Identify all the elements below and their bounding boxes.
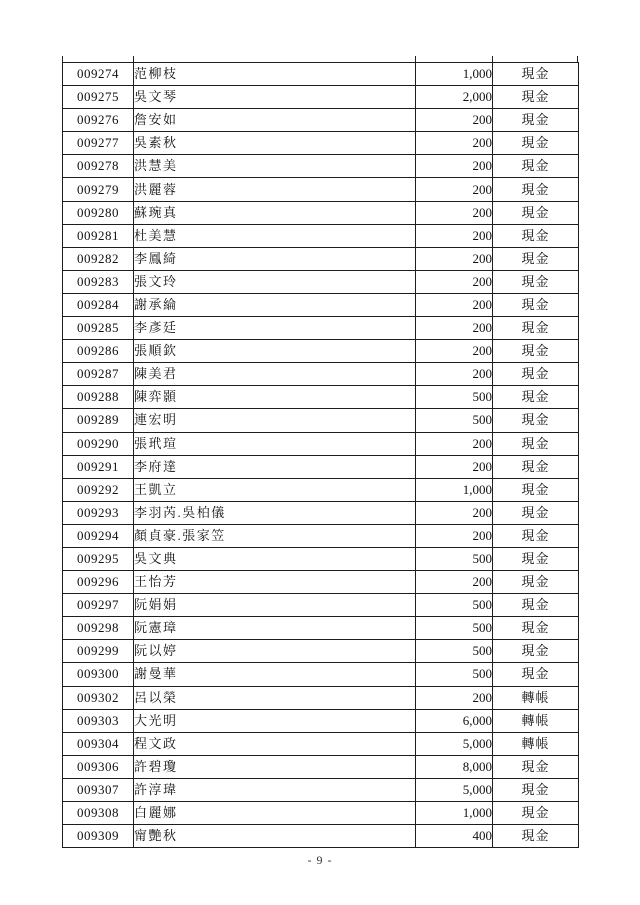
table-row — [63, 247, 579, 270]
row-id-cell: 009284 — [63, 293, 134, 316]
row-name-cell: 李鳳綺 — [134, 247, 416, 270]
row-name-cell: 陳弈顥 — [134, 386, 416, 409]
row-amount-cell: 400 — [416, 825, 493, 848]
row-method-cell: 現金 — [493, 617, 579, 640]
table-row — [63, 293, 579, 316]
table-row — [63, 109, 579, 132]
row-id-cell: 009290 — [63, 432, 134, 455]
table-row — [63, 432, 579, 455]
table-row — [63, 501, 579, 524]
row-amount-cell: 200 — [416, 247, 493, 270]
row-amount-cell: 200 — [416, 686, 493, 709]
row-amount-cell: 200 — [416, 340, 493, 363]
row-id-cell: 009285 — [63, 317, 134, 340]
row-amount-cell: 5,000 — [416, 732, 493, 755]
row-id-cell: 009278 — [63, 155, 134, 178]
row-method-cell: 現金 — [493, 86, 579, 109]
row-method-cell: 現金 — [493, 432, 579, 455]
row-id-cell: 009283 — [63, 270, 134, 293]
table-row — [63, 663, 579, 686]
row-method-cell: 現金 — [493, 455, 579, 478]
row-name-cell: 白麗娜 — [134, 802, 416, 825]
table-row — [63, 386, 579, 409]
row-id-cell: 009303 — [63, 709, 134, 732]
row-id-cell: 009296 — [63, 571, 134, 594]
row-id-cell: 009280 — [63, 201, 134, 224]
table-row — [63, 594, 579, 617]
row-name-cell: 王怡芳 — [134, 571, 416, 594]
row-name-cell: 謝曼華 — [134, 663, 416, 686]
page-number: - 9 - — [307, 853, 333, 867]
table-row — [63, 86, 579, 109]
row-name-cell: 連宏明 — [134, 409, 416, 432]
table-row — [63, 132, 579, 155]
row-name-cell: 大光明 — [134, 709, 416, 732]
row-amount-cell: 200 — [416, 155, 493, 178]
row-amount-cell: 500 — [416, 663, 493, 686]
row-name-cell: 謝承綸 — [134, 293, 416, 316]
table-row — [63, 686, 579, 709]
table-row — [63, 478, 579, 501]
row-name-cell: 吳文琴 — [134, 86, 416, 109]
row-method-cell: 現金 — [493, 501, 579, 524]
row-method-cell: 現金 — [493, 778, 579, 801]
row-amount-cell: 500 — [416, 409, 493, 432]
row-name-cell: 詹安如 — [134, 109, 416, 132]
row-name-cell: 甯艷秋 — [134, 825, 416, 848]
row-amount-cell: 200 — [416, 132, 493, 155]
row-amount-cell: 8,000 — [416, 755, 493, 778]
row-id-cell: 009309 — [63, 825, 134, 848]
row-name-cell: 范柳枝 — [134, 63, 416, 86]
table-row — [63, 340, 579, 363]
row-method-cell: 轉帳 — [493, 709, 579, 732]
row-name-cell: 杜美慧 — [134, 224, 416, 247]
row-method-cell: 現金 — [493, 340, 579, 363]
row-amount-cell: 200 — [416, 109, 493, 132]
row-method-cell: 現金 — [493, 547, 579, 570]
row-id-cell: 009302 — [63, 686, 134, 709]
table-row — [63, 571, 579, 594]
row-name-cell: 張玳瑄 — [134, 432, 416, 455]
table-row — [63, 409, 579, 432]
row-method-cell: 現金 — [493, 571, 579, 594]
row-name-cell: 張文玲 — [134, 270, 416, 293]
row-id-cell: 009297 — [63, 594, 134, 617]
row-method-cell: 現金 — [493, 663, 579, 686]
row-amount-cell: 500 — [416, 386, 493, 409]
row-id-cell: 009274 — [63, 63, 134, 86]
row-method-cell: 現金 — [493, 363, 579, 386]
row-name-cell: 呂以榮 — [134, 686, 416, 709]
row-amount-cell: 200 — [416, 201, 493, 224]
row-method-cell: 現金 — [493, 478, 579, 501]
row-method-cell: 現金 — [493, 109, 579, 132]
row-name-cell: 顏貞豪.張家笠 — [134, 524, 416, 547]
row-name-cell: 蘇琬真 — [134, 201, 416, 224]
row-id-cell: 009293 — [63, 501, 134, 524]
table-row — [63, 270, 579, 293]
row-amount-cell: 200 — [416, 432, 493, 455]
row-method-cell: 現金 — [493, 132, 579, 155]
row-id-cell: 009299 — [63, 640, 134, 663]
row-method-cell: 現金 — [493, 640, 579, 663]
row-amount-cell: 1,000 — [416, 802, 493, 825]
row-method-cell: 現金 — [493, 409, 579, 432]
row-id-cell: 009292 — [63, 478, 134, 501]
table-row — [63, 317, 579, 340]
row-name-cell: 吳文典 — [134, 547, 416, 570]
row-name-cell: 張順欽 — [134, 340, 416, 363]
row-name-cell: 阮憲璋 — [134, 617, 416, 640]
row-id-cell: 009300 — [63, 663, 134, 686]
table-row — [63, 63, 579, 86]
row-method-cell: 現金 — [493, 825, 579, 848]
row-amount-cell: 500 — [416, 594, 493, 617]
row-name-cell: 許碧瓊 — [134, 755, 416, 778]
table-row — [63, 640, 579, 663]
row-name-cell: 阮以婷 — [134, 640, 416, 663]
table-row — [63, 755, 579, 778]
table-row — [63, 455, 579, 478]
table-row — [63, 363, 579, 386]
row-id-cell: 009288 — [63, 386, 134, 409]
row-name-cell: 王凱立 — [134, 478, 416, 501]
row-id-cell: 009294 — [63, 524, 134, 547]
row-method-cell: 現金 — [493, 594, 579, 617]
row-method-cell: 現金 — [493, 201, 579, 224]
donations-table-body — [63, 63, 579, 848]
table-row — [63, 547, 579, 570]
row-method-cell: 現金 — [493, 63, 579, 86]
row-name-cell: 李羽芮.吳柏儀 — [134, 501, 416, 524]
row-method-cell: 現金 — [493, 755, 579, 778]
row-amount-cell: 200 — [416, 293, 493, 316]
row-id-cell: 009304 — [63, 732, 134, 755]
row-id-cell: 009291 — [63, 455, 134, 478]
row-amount-cell: 200 — [416, 363, 493, 386]
row-amount-cell: 5,000 — [416, 778, 493, 801]
row-method-cell: 現金 — [493, 293, 579, 316]
row-name-cell: 程文政 — [134, 732, 416, 755]
row-amount-cell: 500 — [416, 640, 493, 663]
row-id-cell: 009306 — [63, 755, 134, 778]
row-id-cell: 009307 — [63, 778, 134, 801]
row-method-cell: 現金 — [493, 247, 579, 270]
row-method-cell: 現金 — [493, 224, 579, 247]
table-row — [63, 732, 579, 755]
row-amount-cell: 200 — [416, 270, 493, 293]
table-row — [63, 178, 579, 201]
row-id-cell: 009295 — [63, 547, 134, 570]
row-method-cell: 現金 — [493, 155, 579, 178]
row-amount-cell: 1,000 — [416, 478, 493, 501]
table-row — [63, 709, 579, 732]
row-id-cell: 009308 — [63, 802, 134, 825]
table-row — [63, 155, 579, 178]
row-id-cell: 009281 — [63, 224, 134, 247]
row-id-cell: 009286 — [63, 340, 134, 363]
row-method-cell: 現金 — [493, 178, 579, 201]
row-name-cell: 阮娟娟 — [134, 594, 416, 617]
row-method-cell: 現金 — [493, 386, 579, 409]
row-amount-cell: 2,000 — [416, 86, 493, 109]
row-amount-cell: 200 — [416, 178, 493, 201]
row-amount-cell: 200 — [416, 524, 493, 547]
row-method-cell: 轉帳 — [493, 686, 579, 709]
row-name-cell: 吳素秋 — [134, 132, 416, 155]
table-row — [63, 201, 579, 224]
row-id-cell: 009275 — [63, 86, 134, 109]
row-name-cell: 許淳瑋 — [134, 778, 416, 801]
row-id-cell: 009287 — [63, 363, 134, 386]
table-row — [63, 778, 579, 801]
row-amount-cell: 500 — [416, 547, 493, 570]
donations-table — [62, 62, 579, 848]
row-amount-cell: 200 — [416, 455, 493, 478]
table-row — [63, 224, 579, 247]
row-name-cell: 李府達 — [134, 455, 416, 478]
table-row — [63, 802, 579, 825]
row-name-cell: 李彥廷 — [134, 317, 416, 340]
row-id-cell: 009282 — [63, 247, 134, 270]
row-method-cell: 轉帳 — [493, 732, 579, 755]
table-row — [63, 825, 579, 848]
row-name-cell: 洪慧美 — [134, 155, 416, 178]
row-method-cell: 現金 — [493, 524, 579, 547]
row-name-cell: 陳美君 — [134, 363, 416, 386]
row-amount-cell: 200 — [416, 571, 493, 594]
row-method-cell: 現金 — [493, 270, 579, 293]
row-id-cell: 009279 — [63, 178, 134, 201]
row-amount-cell: 200 — [416, 224, 493, 247]
table-row — [63, 617, 579, 640]
row-method-cell: 現金 — [493, 317, 579, 340]
row-amount-cell: 200 — [416, 317, 493, 340]
row-name-cell: 洪麗蓉 — [134, 178, 416, 201]
row-amount-cell: 1,000 — [416, 63, 493, 86]
row-id-cell: 009298 — [63, 617, 134, 640]
row-amount-cell: 200 — [416, 501, 493, 524]
row-method-cell: 現金 — [493, 802, 579, 825]
row-amount-cell: 6,000 — [416, 709, 493, 732]
row-amount-cell: 500 — [416, 617, 493, 640]
table-row — [63, 524, 579, 547]
row-id-cell: 009276 — [63, 109, 134, 132]
row-id-cell: 009277 — [63, 132, 134, 155]
row-id-cell: 009289 — [63, 409, 134, 432]
